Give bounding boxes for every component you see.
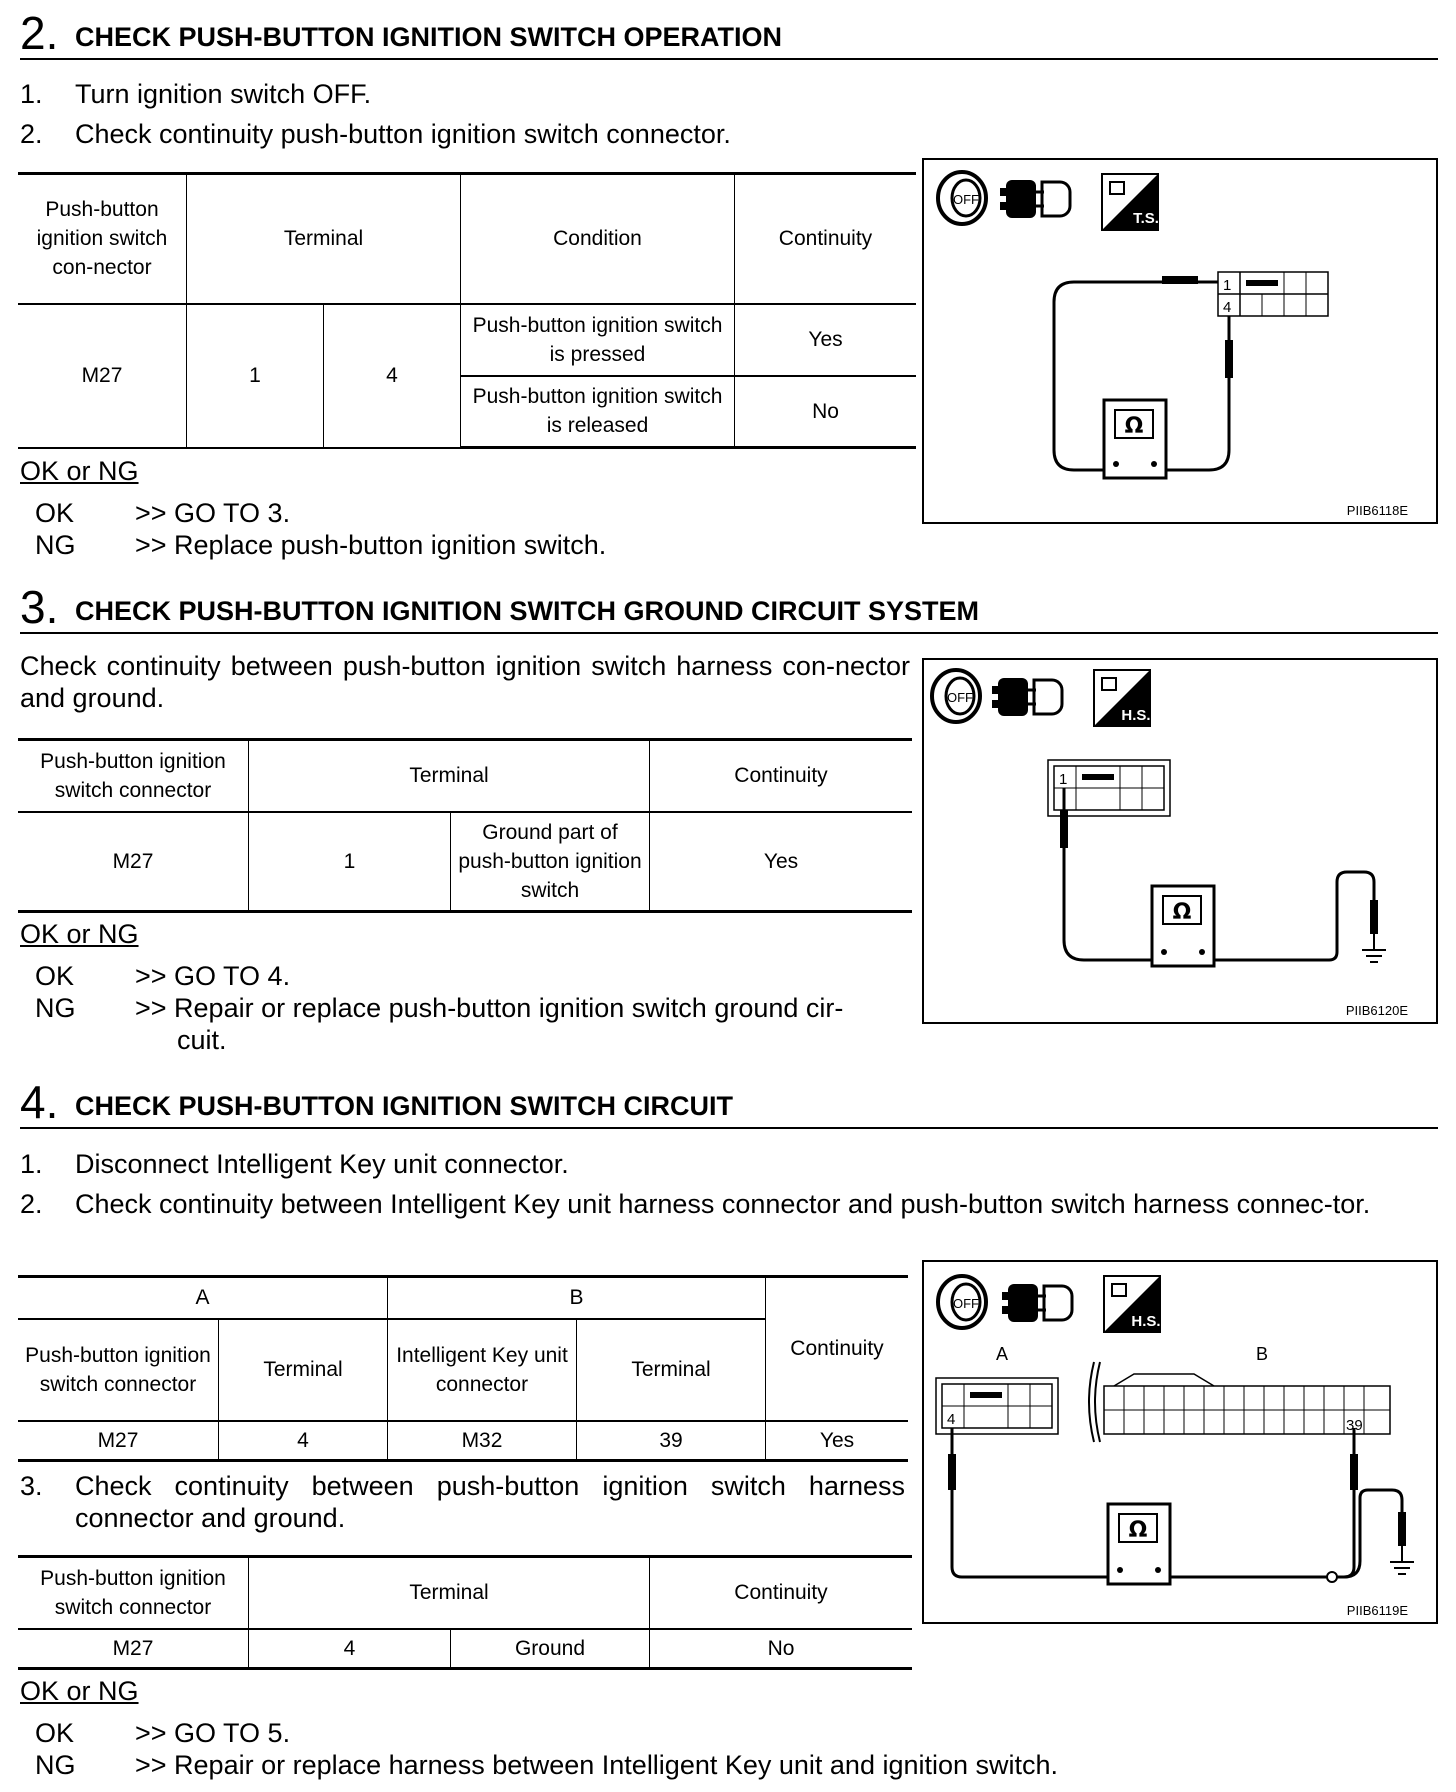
meter-wiring xyxy=(952,1428,1402,1577)
ohmmeter-icon xyxy=(1104,400,1166,478)
section-number: 2. xyxy=(20,7,59,59)
connector-a-label: A xyxy=(996,1344,1009,1364)
harness-side-icon xyxy=(1094,670,1151,726)
svg-text:T.S.: T.S. xyxy=(1133,210,1159,227)
ignition-off-icon xyxy=(932,670,980,722)
svg-text:39: 39 xyxy=(1346,1417,1363,1434)
ohmmeter-icon xyxy=(1108,1504,1170,1584)
section-title: CHECK PUSH-BUTTON IGNITION SWITCH CIRCUIT xyxy=(75,1091,733,1121)
section-number: 3. xyxy=(20,581,59,633)
ground-continuity-table: Push-button ignition switch connector Terminal Continuity M27 4 Ground No xyxy=(18,1555,912,1670)
svg-text:1: 1 xyxy=(1223,277,1232,294)
svg-text:Ω: Ω xyxy=(1124,414,1144,439)
svg-text:H.S.: H.S. xyxy=(1131,1313,1161,1330)
ground-continuity-table: Push-button ignition switch connector Terminal Continuity M27 1 Ground part of push-button ignition switch Yes xyxy=(18,738,912,913)
connector-diagram xyxy=(1048,760,1170,816)
instruction-text: Check continuity between push-button ignition switch harness con-nector and ground. xyxy=(20,651,910,713)
connector-b-diagram xyxy=(1089,1362,1390,1442)
continuity-table: Push-button ignition switch con-nector Terminal Condition Continuity M27 1 4 Push-button ignition switch is pressed Yes Push-button ignition switch is released No xyxy=(18,172,916,449)
connector-disconnect-icon xyxy=(1002,1284,1072,1322)
section-2-header xyxy=(20,8,1438,60)
ground-symbol-icon xyxy=(1390,1546,1414,1574)
connector-b-label: B xyxy=(1256,1344,1269,1364)
connector-a-diagram xyxy=(936,1378,1058,1434)
section-3-header xyxy=(20,582,1438,634)
section-title: CHECK PUSH-BUTTON IGNITION SWITCH OPERATION xyxy=(75,22,782,52)
test-side-icon xyxy=(1102,174,1159,230)
section-title: CHECK PUSH-BUTTON IGNITION SWITCH GROUND CIRCUIT SYSTEM xyxy=(75,596,979,626)
ignition-off-icon xyxy=(938,172,986,224)
svg-text:OFF: OFF xyxy=(947,690,973,705)
svg-text:Ω: Ω xyxy=(1172,900,1192,925)
section-number: 4. xyxy=(20,1076,59,1128)
svg-text:OFF: OFF xyxy=(953,1296,979,1311)
wiring-figure xyxy=(922,658,1438,1024)
wiring-figure xyxy=(922,158,1438,524)
wiring-figure xyxy=(922,1260,1438,1624)
ok-or-ng-heading: OK or NG xyxy=(20,919,139,949)
ignition-off-icon xyxy=(938,1276,986,1328)
ok-or-ng-heading: OK or NG xyxy=(20,456,139,486)
ground-symbol-icon xyxy=(1362,934,1386,962)
connector-disconnect-icon xyxy=(1000,180,1070,218)
svg-text:4: 4 xyxy=(947,1411,956,1428)
svg-text:1: 1 xyxy=(1059,771,1068,788)
svg-text:4: 4 xyxy=(1223,299,1232,316)
connector-disconnect-icon xyxy=(992,678,1062,716)
svg-text:OFF: OFF xyxy=(953,192,979,207)
figure-code: PIIB6119E xyxy=(1346,1603,1408,1618)
figure-code: PIIB6118E xyxy=(1346,503,1408,518)
svg-text:H.S.: H.S. xyxy=(1121,707,1151,724)
ohmmeter-icon xyxy=(1152,886,1214,966)
step: 2. Check continuity between Intelligent Key unit harness connector and push-button switch harness connec-tor. xyxy=(20,1189,1371,1219)
svg-text:Ω: Ω xyxy=(1128,1518,1148,1543)
section-4-header xyxy=(20,1077,1438,1129)
figure-code: PIIB6120E xyxy=(1345,1003,1408,1018)
harness-side-icon xyxy=(1104,1276,1161,1332)
circuit-continuity-table: A B Continuity Push-button ignition switch connector Terminal Intelligent Key unit connector Terminal M27 4 M32 39 Yes xyxy=(18,1275,908,1462)
ok-or-ng-heading: OK or NG xyxy=(20,1676,139,1706)
connector-diagram xyxy=(1218,272,1328,316)
